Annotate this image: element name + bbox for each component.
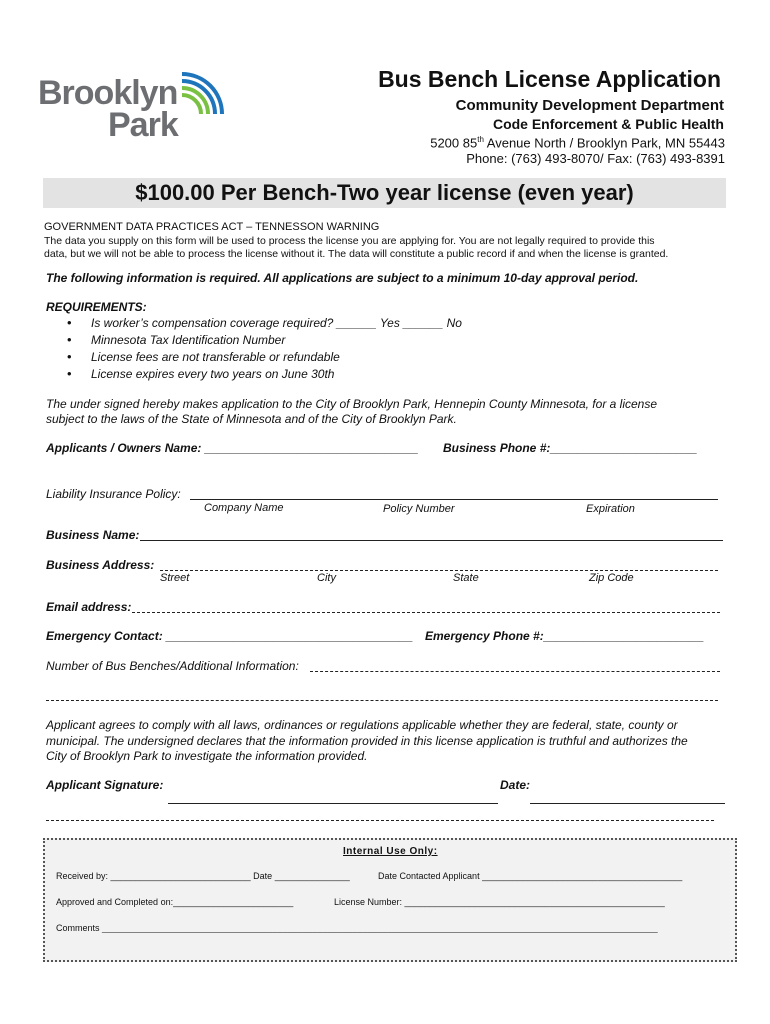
fee-banner: $100.00 Per Bench-Two year license (even year)	[43, 178, 726, 208]
business-name-input-line[interactable]	[140, 540, 723, 541]
signature-date-label: Date:	[500, 778, 531, 792]
agreement-line3: City of Brooklyn Park to investigate the information provided.	[46, 749, 368, 763]
benches-input-line[interactable]	[310, 671, 720, 672]
date-contacted-field[interactable]: Date Contacted Applicant ________________________________________	[378, 871, 683, 881]
business-address-input-line[interactable]	[160, 570, 718, 571]
agreement-line1: Applicant agrees to comply with all laws, ordinances or regulations applicable whether they are federal, state, county or	[46, 718, 678, 732]
warning-line1: The data you supply on this form will be used to process the license you are applying for. You are not legally required to provide this	[44, 235, 655, 247]
business-address-label: Business Address:	[46, 558, 155, 572]
page-title: Bus Bench License Application	[378, 66, 721, 92]
business-name-label: Business Name:	[46, 528, 140, 542]
warning-title: GOVERNMENT DATA PRACTICES ACT – TENNESSON WARNING	[44, 221, 380, 233]
email-label: Email address:	[46, 600, 132, 614]
comments-field[interactable]: Comments _______________________________________________________________________________________________________________	[56, 923, 658, 933]
signature-date-input-line[interactable]	[530, 803, 725, 804]
intro-line2: subject to the laws of the State of Minnesota and of the City of Brooklyn Park.	[46, 412, 457, 426]
company-name-caption: Company Name	[204, 502, 284, 514]
internal-title: Internal Use Only:	[343, 846, 438, 857]
requirements-list	[46, 316, 546, 384]
address-sup: th	[477, 135, 484, 144]
received-by-field[interactable]: Received by: ____________________________ Date _______________	[56, 871, 350, 881]
logo-line1: Brooklyn	[38, 74, 178, 112]
emergency-phone-field[interactable]: Emergency Phone #:________________________	[425, 629, 704, 643]
policy-number-caption: Policy Number	[383, 503, 455, 515]
intro-line1: The under signed hereby makes application to the City of Brooklyn Park, Hennepin County Minnesota, for a license	[46, 397, 658, 411]
approved-field[interactable]: Approved and Completed on:________________________	[56, 897, 294, 907]
requirement-item: • Is worker’s compensation coverage required? ______ Yes ______ No	[46, 316, 546, 333]
additional-info-line[interactable]	[46, 700, 718, 701]
liability-input-line[interactable]	[190, 499, 718, 500]
liability-label: Liability Insurance Policy:	[46, 487, 181, 501]
license-number-field[interactable]: License Number: ____________________________________________________	[334, 897, 665, 907]
signature-label: Applicant Signature:	[46, 778, 164, 792]
zip-caption: Zip Code	[589, 572, 634, 584]
warning-line2: data, but we will not be able to process the license without it. The data will constitute a public record if and when the license is granted.	[44, 248, 669, 260]
address-pre: 5200 85	[430, 135, 478, 151]
requirement-item: • License expires every two years on June 30th	[46, 367, 546, 384]
signal-arcs-icon	[178, 68, 228, 116]
owners-name-field[interactable]: Applicants / Owners Name: ________________________________	[46, 441, 419, 455]
business-phone-field[interactable]: Business Phone #:______________________	[443, 441, 698, 455]
divider	[46, 820, 714, 821]
requirement-item: • Minnesota Tax Identification Number	[46, 333, 546, 350]
emergency-contact-field[interactable]: Emergency Contact: _____________________________________	[46, 629, 413, 643]
office-address	[430, 135, 725, 150]
street-caption: Street	[160, 572, 190, 584]
division-name: Code Enforcement & Public Health	[492, 116, 724, 132]
agreement-line2: municipal. The undersigned declares that the information provided in this license application is truthful and authorizes the	[46, 734, 688, 748]
requirements-heading: REQUIREMENTS:	[46, 300, 147, 314]
required-notice: The following information is required. All applications are subject to a minimum 10-day approval period.	[46, 271, 639, 285]
address-post: Avenue North / Brooklyn Park, MN 55443	[483, 135, 725, 151]
state-caption: State	[453, 572, 479, 584]
department-name: Community Development Department	[455, 97, 724, 114]
requirement-item: • License fees are not transferable or refundable	[46, 350, 546, 367]
signature-input-line[interactable]	[168, 803, 498, 804]
city-caption: City	[317, 572, 336, 584]
phone-fax: Phone: (763) 493-8070/ Fax: (763) 493-8391	[466, 151, 725, 166]
logo-line2: Park	[108, 106, 178, 144]
expiration-caption: Expiration	[586, 503, 635, 515]
internal-use-box	[43, 838, 737, 962]
benches-label: Number of Bus Benches/Additional Information:	[46, 659, 299, 673]
brooklyn-park-logo	[38, 68, 238, 148]
email-input-line[interactable]	[132, 612, 720, 613]
